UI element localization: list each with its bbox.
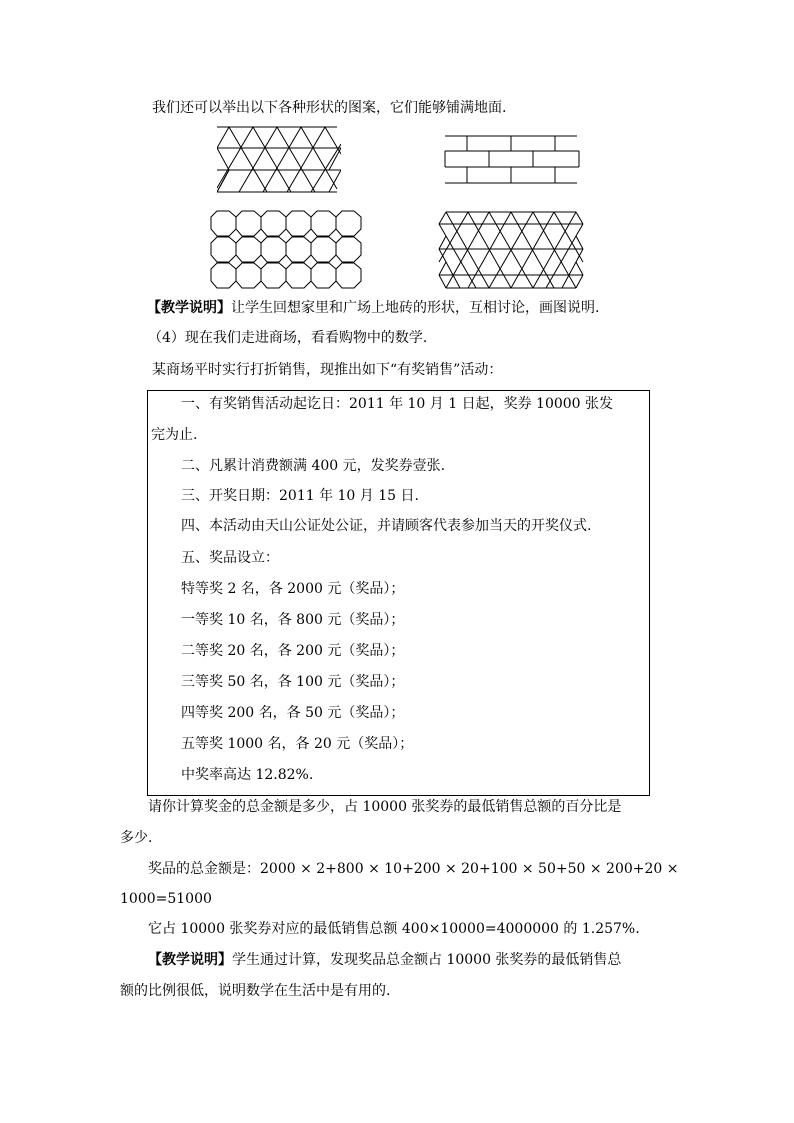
prize-third: 三等奖 50 名，各 100 元（奖品）； [181, 674, 405, 690]
teaching-note-label: 【教学说明】 [147, 300, 231, 316]
prize-fourth: 四等奖 200 名，各 50 元（奖品）； [181, 705, 405, 721]
percentage-line: 它占 10000 张奖券对应的最低销售总额 400×10000=4000000 的 1.257%. [148, 921, 640, 937]
promotion-intro: 某商场平时实行打折销售，现推出如下“有奖销售”活动： [152, 362, 503, 378]
triangle-tiling-figure [217, 126, 341, 194]
rule-4: 四、本活动由天山公证处公证，并请顾客代表参加当天的开奖仪式. [181, 518, 592, 534]
teaching-note-text: 让学生回想家里和广场上地砖的形状，互相讨论，画图说明. [231, 300, 600, 316]
teaching-note-text: 学生通过计算，发现奖品总金额占 10000 张奖券的最低销售总 [232, 952, 622, 968]
question-line-b: 多少. [120, 830, 153, 846]
teaching-note-2-line-b: 额的比例很低，说明数学在生活中是有用的. [120, 983, 391, 999]
teaching-note-label: 【教学说明】 [148, 952, 232, 968]
rule-5: 五、奖品设立： [181, 550, 279, 566]
teaching-note-1 [147, 298, 599, 318]
section-4-text: （4）现在我们走进商场，看看购物中的数学. [148, 330, 428, 346]
rule-1-line-b: 完为止. [151, 427, 198, 443]
prize-first: 一等奖 10 名，各 800 元（奖品）； [181, 612, 405, 628]
prize-fifth: 五等奖 1000 名，各 20 元（奖品）； [181, 736, 414, 752]
question-line-a: 请你计算奖金的总金额是多少，占 10000 张奖券的最低销售总额的百分比是 [148, 799, 622, 815]
teaching-note-2 [148, 950, 621, 970]
rule-3: 三、开奖日期：2011 年 10 月 15 日. [181, 488, 419, 504]
answer-line-b: 1000=51000 [120, 891, 212, 907]
hexagon-triangle-tiling-figure [438, 211, 584, 289]
rule-2: 二、凡累计消费额满 400 元，发奖券壹张. [181, 458, 446, 474]
octagon-tiling-figure [210, 210, 364, 290]
intro-text: 我们还可以举出以下各种形状的图案，它们能够铺满地面. [152, 100, 507, 116]
brick-tiling-figure [443, 135, 581, 185]
rule-1-line-a: 一、有奖销售活动起讫日：2011 年 10 月 1 日起，奖券 10000 张发 [181, 396, 614, 412]
prize-second: 二等奖 20 名，各 200 元（奖品）； [181, 643, 405, 659]
answer-line-a: 奖品的总金额是：2000 × 2+800 × 10+200 × 20+100 × 50+50 × 200+20 × [148, 861, 679, 877]
prize-special: 特等奖 2 名，各 2000 元（奖品）； [181, 581, 405, 597]
win-rate: 中奖率高达 12.82%. [181, 767, 314, 783]
